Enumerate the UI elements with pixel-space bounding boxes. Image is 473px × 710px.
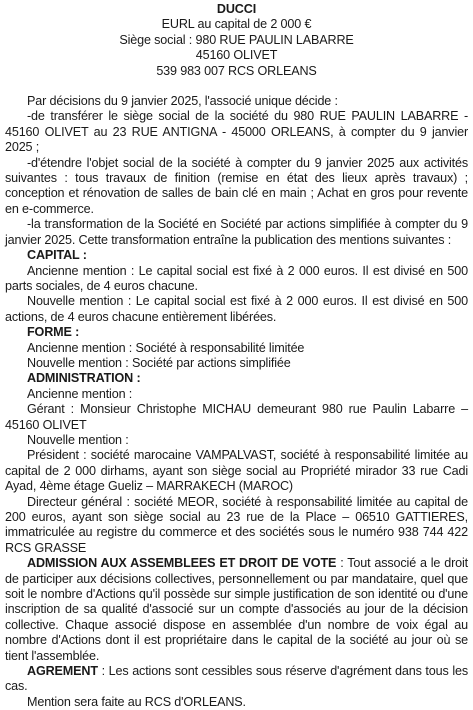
footer-mention: Mention sera faite au RCS d'ORLEANS. (27, 694, 246, 709)
company-name: DUCCI (216, 2, 257, 16)
assemblies-heading: ADMISSION AUX ASSEMBLEES ET DROIT DE VOTE (27, 556, 337, 571)
decision-transfer: -de transférer le siège social de la société du 980 RUE PAULIN LABARRE - 45160 OLIVET au 23 RUE ANTIGNA - 45000 ORLEANS, à compter du 9 janvier 2025 ; (5, 109, 468, 155)
administration-old-label: Ancienne mention : (27, 386, 133, 401)
forme-heading: FORME : (27, 325, 80, 340)
company-rcs: 539 983 007 RCS ORLEANS (156, 63, 317, 78)
spacer (5, 79, 468, 94)
assemblies-paragraph (5, 556, 468, 664)
company-city: 45160 OLIVET (195, 48, 278, 63)
intro-paragraph: Par décisions du 9 janvier 2025, l'associé unique décide : (27, 94, 338, 109)
director-general-paragraph: Directeur général : société MEOR, société à responsabilité limitée au capital de 200 euros, ayant son siège social au 23 rue de la Place – 06510 GATTIERES, immatriculée au registre du commerce et des sociétés sous le numéro 938 744 422 RCS GRASSE (5, 494, 468, 555)
agrement-text: : Les actions sont cessibles sous réserve d'agrément dans tous les cas. (5, 664, 468, 694)
company-seat: Siège social : 980 RUE PAULIN LABARRE (119, 32, 354, 47)
company-capital: EURL au capital de 2 000 € (161, 17, 312, 32)
assemblies-text: : Tout associé a le droit de participer aux décisions collectives, personnellement ou par mandataire, quel que soit le nombre d'Actions qu'il possède sur simple justification de son identité ou d'une inscription de sa qualité d'associé sur un compte d'associés au jour de la décision collective. Chaque associé dispose en assemblée d'un nombre de voix égal au nombre d'Actions dont il est propriétaire dans le capital de la société au jour où se tient l'assemblée. (5, 556, 468, 663)
agrement-paragraph (5, 664, 468, 695)
forme-new-mention: Nouvelle mention : Société par actions simplifiée (27, 355, 291, 370)
capital-new-mention: Nouvelle mention : Le capital social est fixé à 2 000 euros. Il est divisé en 500 actions, de 4 euros chacune entièrement libérées. (5, 294, 468, 324)
administration-new-label: Nouvelle mention : (27, 432, 129, 447)
administration-old-mention: Gérant : Monsieur Christophe MICHAU demeurant 980 rue Paulin Labarre – 45160 OLIVET (5, 402, 468, 432)
capital-heading: CAPITAL : (27, 248, 87, 263)
agrement-heading: AGREMENT (27, 664, 98, 679)
forme-old-mention: Ancienne mention : Société à responsabilité limitée (27, 340, 305, 355)
decision-purpose: -d'étendre l'objet social de la société à compter du 9 janvier 2025 aux activités suivantes : tous travaux de finition (remise en état des lieux après travaux) ; conception et rénovation de salles de bain clé en main ; Achat en gros pour revente en e-commerce. (5, 155, 468, 216)
decision-transformation: -la transformation de la Société en Société par actions simplifiée à compter du 9 janvier 2025. Cette transformation entraîne la publication des mentions suivantes : (5, 217, 468, 247)
administration-heading: ADMINISTRATION : (27, 371, 141, 386)
president-paragraph: Président : société marocaine VAMPALVAST, société à responsabilité limitée au capital de 2 000 dirhams, ayant son siège social au Propriété mirador 33 rue Cadi Ayad, 4ème étage Gueliz – MARRAKECH (MAROC) (5, 448, 468, 494)
capital-old-mention: Ancienne mention : Le capital social est fixé à 2 000 euros. Il est divisé en 500 parts sociales, de 4 euros chacune. (5, 263, 468, 293)
